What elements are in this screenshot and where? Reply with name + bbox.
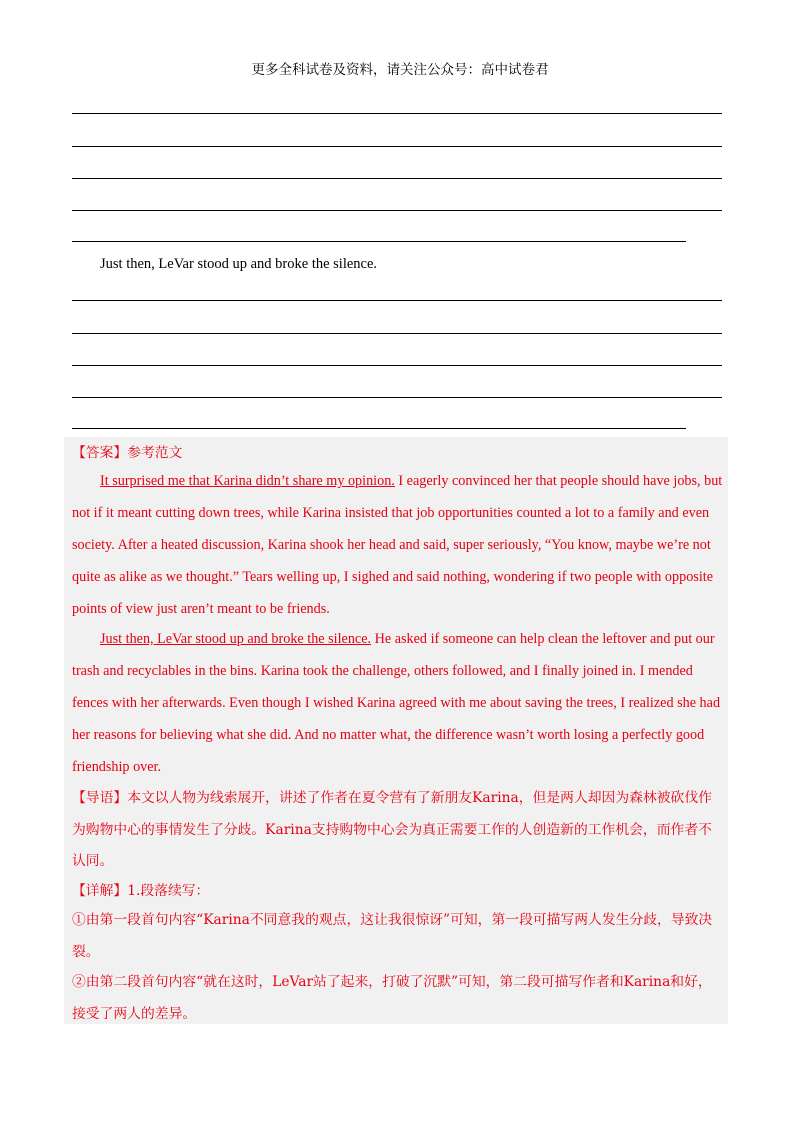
writing-line: [72, 241, 686, 242]
writing-line: [72, 210, 722, 211]
answer-paragraph-1: [72, 465, 724, 625]
paragraph-1-body: I eagerly convinced her that people should have jobs, but not if it meant cutting down trees, while Karina insisted that job opportunities counted a lot to a family and even society. After a heated discussion, Karina shook her head and said, super seriously, “You know, maybe we’re not quite as alike as we thought.” Tears welling up, I sighed and said nothing, wondering if two people with opposite points of view just aren’t meant to be friends.: [72, 473, 723, 617]
writing-line: [72, 365, 722, 366]
detail-label: 【详解】: [72, 883, 128, 899]
paragraph-1-opening: It surprised me that Karina didn’t share my opinion.: [100, 473, 395, 489]
guide-text: 本文以人物为线索展开，讲述了作者在夏令营有了新朋友Karina，但是两人却因为森林被砍伐作为购物中心的事情发生了分歧。Karina支持购物中心会为真正需要工作的人创造新的工作机会，而作者不认同。: [72, 790, 712, 869]
paragraph-2-opening: Just then, LeVar stood up and broke the silence.: [100, 631, 372, 647]
answer-paragraph-2: [72, 623, 724, 783]
continuation-prompt: Just then, LeVar stood up and broke the silence.: [100, 256, 378, 272]
writing-line: [72, 428, 686, 429]
paragraph-2-body: He asked if someone can help clean the leftover and put our trash and recyclables in the bins. Karina took the challenge, others followed, and I finally joined in. I mended fences with her afterwards. Even though I wished Karina agreed with me about saving the trees, I realized she had her reasons for believing what she did. And no matter what, the difference wasn’t worth losing a perfectly good friendship over.: [72, 631, 721, 775]
guide-label: 【导语】: [72, 790, 128, 806]
writing-line: [72, 333, 722, 334]
writing-line: [72, 397, 722, 398]
answer-label: 【答案】: [72, 445, 128, 461]
guide-paragraph: [72, 783, 724, 878]
detail-point-2: ②由第二段首句内容“就在这时，LeVar站了起来，打破了沉默”可知，第二段可描写作者和Karina和好，接受了两人的差异。: [72, 974, 712, 1022]
writing-line: [72, 146, 722, 147]
page-header: 更多全科试卷及资料，请关注公众号：高中试卷君: [251, 62, 549, 78]
writing-line: [72, 300, 722, 301]
writing-line: [72, 178, 722, 179]
detail-intro: 1.段落续写：: [127, 883, 210, 899]
writing-line: [72, 113, 722, 114]
answer-label-text: 参考范文: [127, 445, 183, 461]
detail-point-1: ①由第一段首句内容“Karina不同意我的观点，这让我很惊讶”可知，第一段可描写两人发生分歧，导致决裂。: [72, 912, 713, 960]
detail-heading: [72, 876, 724, 908]
